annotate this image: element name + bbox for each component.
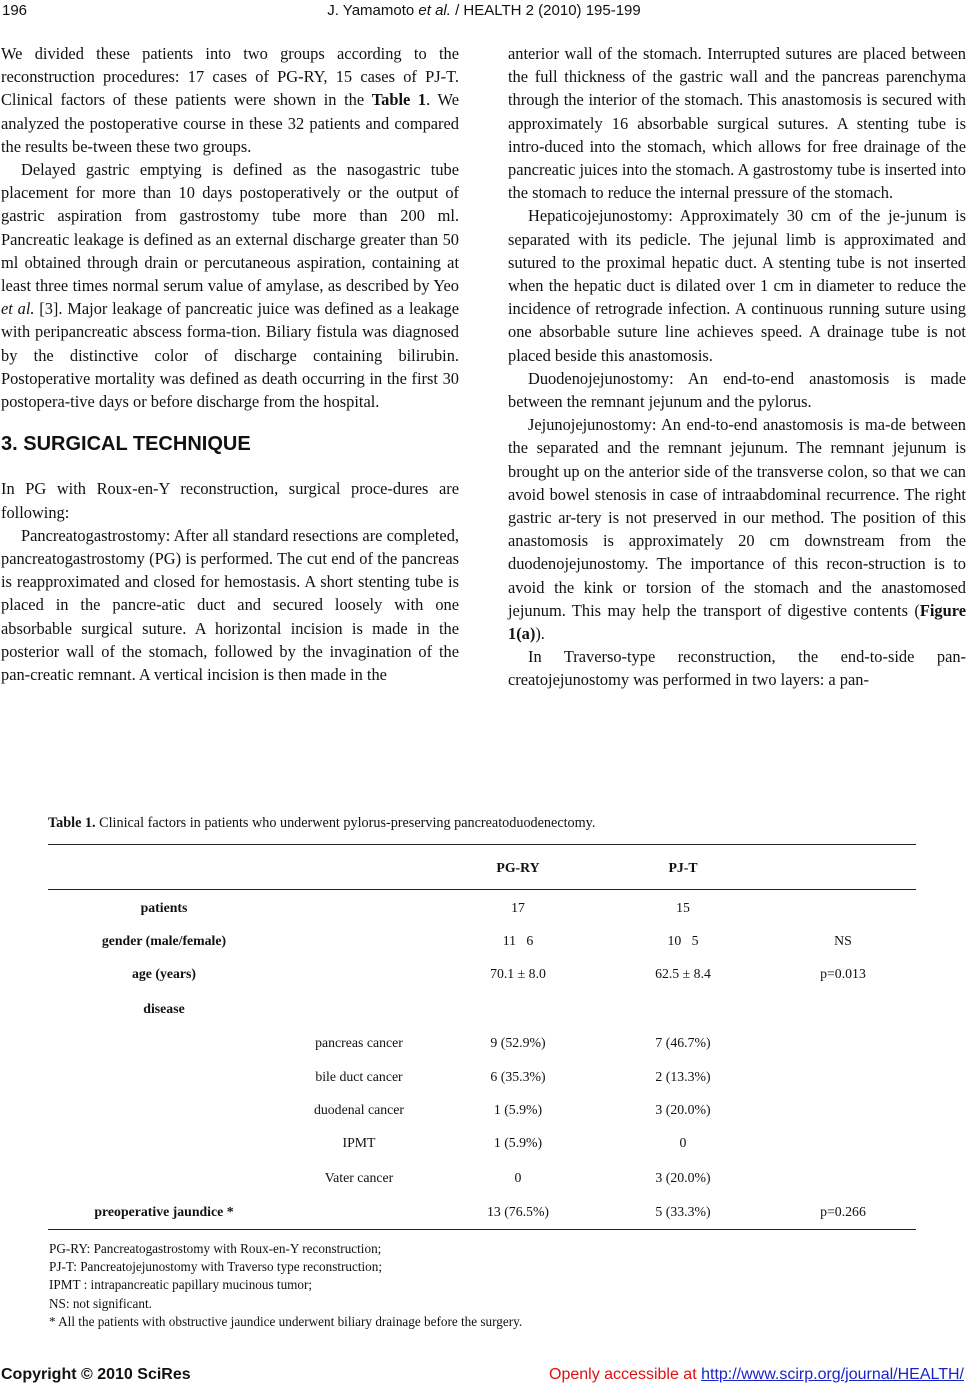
paragraph: In Traverso-type reconstruction, the end-to-side pan-creatojejunostomy was performed in two layers: a pan-: [508, 647, 966, 690]
row-label: age (years): [132, 966, 196, 981]
column-header-pjt: PJ-T: [668, 860, 698, 875]
cell-pjt: 3 (20.0%): [655, 1170, 711, 1185]
row-sublabel: duodenal cancer: [313, 1102, 404, 1117]
paragraph: Pancreatogastrostomy: After all standard resections are completed, pancreatogastrostomy (PG) is performed. The cut end of the pancreas is reapproximated and closed for hemostasis. A short stenting tube is placed in the pancre-atic duct and secured loosely with one absorbable surgical suture. A horizontal incision is made in the posterior wall of the stomach, followed by the invagination of the pan-creatic remnant. A vertical incision is then made in the: [1, 525, 459, 685]
cell-p-value: p=0.266: [820, 1204, 866, 1219]
cell-pgry: 9 (52.9%): [490, 1035, 546, 1050]
paragraph: Duodenojejunostomy: An end-to-end anastomosis is made between the remnant jejunum and the pylorus.: [508, 368, 966, 412]
text: We divided these patients into two groups according to the reconstruction procedures: 17 cases of PG-RY, 15 cases of PJ-T. Clinical factors of these patients were shown in the: [1, 44, 459, 110]
cell-pjt: 0: [679, 1135, 687, 1150]
paragraph: [508, 413, 966, 645]
text: Jejunojejunostomy: An end-to-end anastomosis is ma-de between the separated and the remnant jejunum. The remnant jejunum is brought up on the anterior side of the transverse colon, so that we can avoid bowel stenosis in case of intraabdominal recurrence. The right gastric ar-tery is not preserved in our method. The position of this anastomosis is approximately 20 cm downstream from the duodenojejunostomy. The importance of this recon-struction is to avoid the kink or torsion of the stomach and the anastomosed jejunum. This may help the transport of digestive contents (: [508, 415, 966, 620]
journal-link[interactable]: http://www.scirp.org/journal/HEALTH/: [701, 1366, 964, 1383]
cell-pgry: 0: [514, 1170, 522, 1185]
page-footer: [0, 1366, 968, 1386]
cell-pjt: 7 (46.7%): [655, 1035, 711, 1050]
figure-reference: Figure 1(a): [508, 600, 966, 644]
italic-text: et al.: [1, 299, 35, 319]
cell-p-value: p=0.013: [820, 966, 866, 981]
cell-pjt: 62.5 ± 8.4: [655, 966, 711, 981]
running-etal: et al.: [418, 2, 451, 19]
cell-pgry: 70.1 ± 8.0: [490, 966, 546, 981]
paragraph: [1, 42, 459, 158]
row-sublabel: pancreas cancer: [315, 1035, 403, 1050]
section-heading: 3. SURGICAL TECHNIQUE: [1, 433, 251, 456]
cell-p-value: NS: [834, 933, 852, 948]
running-author: J. Yamamoto: [327, 2, 419, 19]
access-text: Openly accessible at: [549, 1366, 702, 1383]
table-note: NS: not significant.: [49, 1295, 152, 1311]
running-journal: / HEALTH 2 (2010) 195-199: [450, 2, 641, 19]
cell-pgry: 1 (5.9%): [493, 1135, 543, 1150]
paragraph: In PG with Roux-en-Y reconstruction, surgical proce-dures are following:: [1, 479, 459, 522]
text: Delayed gastric emptying is defined as the nasogastric tube placement for more than 10 days postoperatively or the output of gastric aspiration from gastrostomy tube more than 200 ml. Pancreatic leakage is defined as an external discharge greater than 50 ml obtained through drain or percutaneous aspiration, containing at least three times normal serum value of amylase, as described by Yeo: [1, 160, 459, 296]
table-header-rule: [48, 889, 916, 890]
text: . We analyzed the postoperative course in these 32 patients and compared the results be-tween these two groups.: [1, 90, 459, 156]
row-label: preoperative jaundice *: [94, 1204, 234, 1219]
cell-pgry: 11 6: [502, 933, 534, 948]
cell-pjt: 5 (33.3%): [655, 1204, 711, 1219]
paragraph: anterior wall of the stomach. Interrupted sutures are placed between the full thickness of the gastric wall and the pancreas parenchyma through the interior of the stomach. This anastomosis is secured with approximately 16 absorbable surgical sutures. A stenting tube is intro-duced into the stomach, which allows for free drainage of the pancreatic juices into the stomach. A gastrostomy tube is inserted into the stomach to reduce the internal pressure of the stomach.: [508, 44, 966, 203]
table-notes: [49, 1240, 522, 1331]
table-caption: [48, 815, 595, 832]
row-sublabel: IPMT: [342, 1135, 376, 1150]
row-label: patients: [140, 900, 188, 915]
table-note: PJ-T: Pancreatojejunostomy with Traverso type reconstruction;: [49, 1259, 383, 1275]
left-column: [1, 42, 459, 686]
cell-pjt: 3 (20.0%): [655, 1102, 711, 1117]
text: [3]. Major leakage of pancreatic juice was defined as a leakage with peripancreatic abscess forma-tion. Biliary fistula was diagnosed by the distinctive color of discharge containing bilirubin. Postoperative mortality was defined as death occurring in the first 30 postopera-tive days or before discharge from the hospital.: [1, 299, 459, 412]
row-label: disease: [143, 1001, 185, 1016]
access-statement: [549, 1366, 964, 1384]
row-label: gender (male/female): [101, 933, 227, 948]
row-sublabel: bile duct cancer: [315, 1069, 403, 1084]
table-note: IPMT : intrapancreatic papillary mucinous tumor;: [49, 1277, 313, 1293]
paragraph: Hepaticojejunostomy: Approximately 30 cm of the je-junum is separated with its pedicle. The jejunal limb is approximated and sutured to the proximal hepatic duct. A stenting tube is not inserted when the hepatic duct is dilated over 1 cm in diameter to reduce the incidence of retrograde infection. A continuous running suture using one absorbable suture line achieves speed. A drainage tube is not placed beside this anastomosis.: [508, 206, 966, 365]
table-note: * All the patients with obstructive jaundice underwent biliary drainage before the surgery.: [49, 1313, 523, 1329]
table-label: Table 1.: [48, 815, 96, 831]
right-column: [508, 42, 966, 692]
table-bottom-rule: [48, 1229, 916, 1230]
cell-pjt: 2 (13.3%): [655, 1069, 711, 1084]
cell-pjt: 15: [676, 900, 690, 915]
cell-pgry: 17: [511, 900, 525, 915]
cell-pjt: 10 5: [667, 933, 699, 948]
running-title: [0, 2, 968, 19]
cell-pgry: 1 (5.9%): [493, 1102, 543, 1117]
paragraph: [1, 158, 459, 413]
table-top-rule: [48, 844, 916, 845]
text: ).: [535, 624, 545, 644]
table-note: PG-RY: Pancreatogastrostomy with Roux-en-Y reconstruction;: [49, 1241, 382, 1256]
copyright: Copyright © 2010 SciRes: [1, 1366, 191, 1383]
table-reference: Table 1: [371, 90, 427, 110]
caption-text: Clinical factors in patients who underwent pylorus-preserving pancreatoduodenectomy.: [95, 815, 596, 831]
cell-pgry: 13 (76.5%): [486, 1204, 550, 1219]
column-header-pgry: PG-RY: [496, 860, 540, 875]
page-number: 196: [2, 2, 28, 19]
running-header: [0, 2, 968, 24]
row-sublabel: Vater cancer: [324, 1170, 394, 1185]
cell-pgry: 6 (35.3%): [490, 1069, 546, 1084]
